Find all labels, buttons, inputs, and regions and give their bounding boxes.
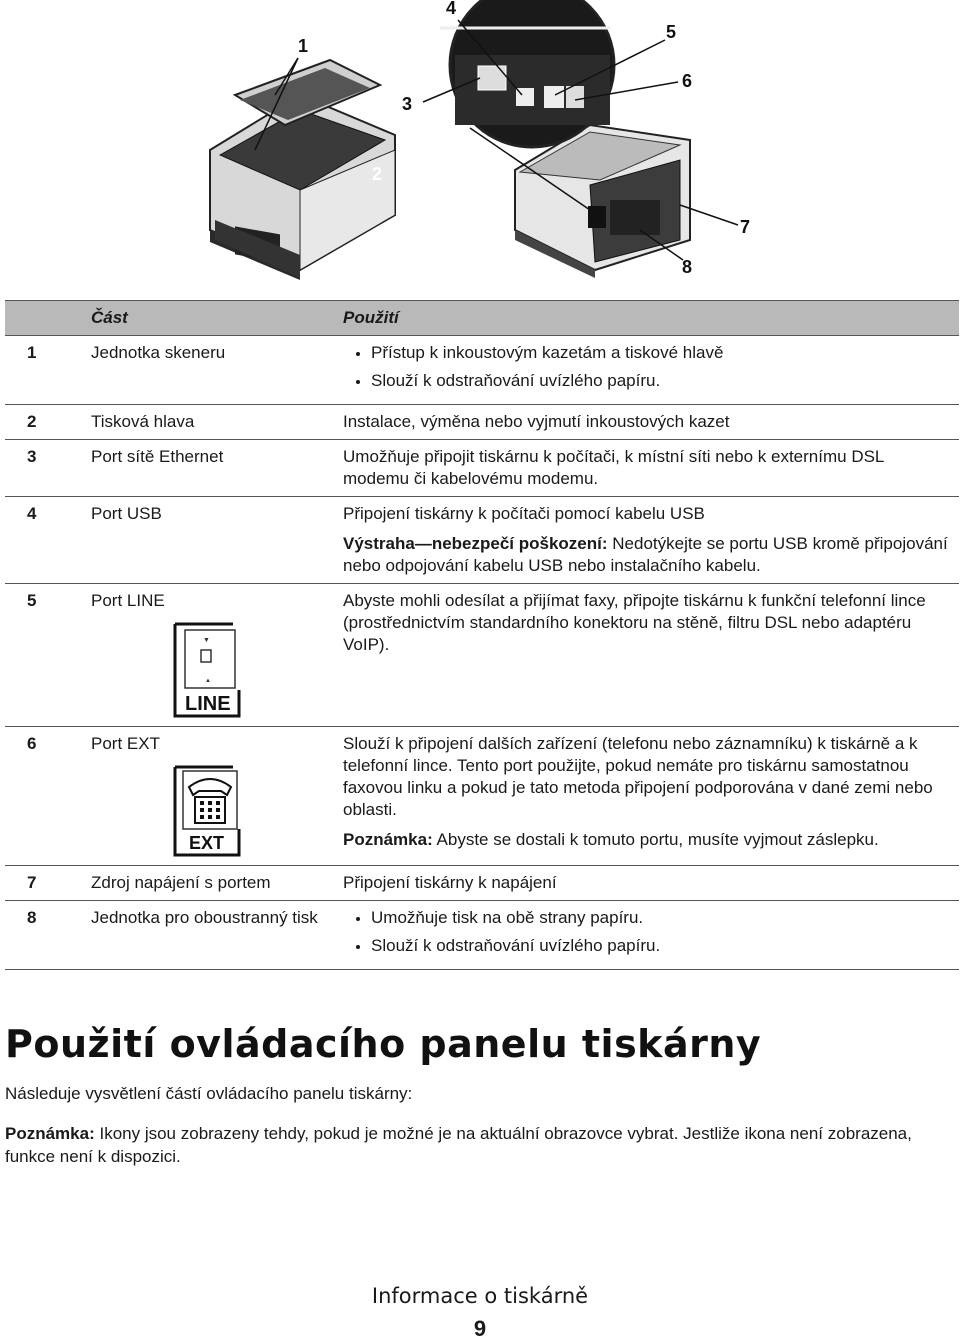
callout-8: 8 [682, 257, 693, 277]
part-use: Instalace, výměna nebo vyjmutí inkoustových kazet [337, 405, 959, 440]
warning-text: Nedotýkejte se portu USB kromě připojování nebo odpojování kabelu USB nebo instalačního kabelu. [343, 534, 948, 575]
callout-7: 7 [740, 217, 751, 237]
part-use: Abyste mohli odesílat a přijímat faxy, připojte tiskárnu k funkční telefonní lince (prostřednictvím standardního konektoru na stěně, filtru DSL nebo adaptéru VoIP). [337, 584, 959, 727]
table-header-row [5, 301, 959, 336]
section-note [5, 1122, 945, 1168]
row-number: 1 [5, 336, 85, 405]
callout-1: 1 [298, 36, 309, 56]
table-header-blank [5, 301, 85, 336]
use-text: Připojení tiskárny k počítači pomocí kabelu USB [343, 504, 705, 523]
table-row [5, 866, 959, 901]
svg-text:▲: ▲ [205, 678, 211, 684]
part-name: Jednotka skeneru [85, 336, 337, 405]
table-row [5, 497, 959, 584]
part-name-text: Port LINE [91, 591, 165, 610]
warning-label: Výstraha—nebezpečí poškození: [343, 534, 608, 553]
note-paragraph [343, 829, 953, 851]
line-icon-label: LINE [185, 693, 231, 715]
warning-paragraph [343, 533, 953, 577]
row-number: 3 [5, 440, 85, 497]
callout-4: 4 [446, 0, 457, 18]
note-label: Poznámka: [343, 830, 433, 849]
row-number: 6 [5, 727, 85, 866]
callout-6: 6 [682, 71, 693, 91]
callout-3: 3 [402, 94, 413, 114]
note-text: Ikony jsou zobrazeny tehdy, pokud je možné je na aktuální obrazovce vybrat. Jestliže ikona není zobrazena, funkce není k dispozici. [5, 1124, 912, 1166]
part-use: Umožňuje připojit tiskárnu k počítači, k místní síti nebo k externímu DSL modemu či kabelovému modemu. [337, 440, 959, 497]
part-name: Jednotka pro oboustranný tisk [85, 901, 337, 970]
section-title: Použití ovládacího panelu tiskárny [5, 1022, 762, 1066]
note-label: Poznámka: [5, 1124, 95, 1143]
ext-icon-label: EXT [189, 833, 225, 853]
footer-chapter-title: Informace o tiskárně [371, 1284, 589, 1308]
part-name: Port USB [85, 497, 337, 584]
part-name [85, 727, 337, 866]
table-header-part: Část [85, 301, 337, 336]
note-text: Abyste se dostali k tomuto portu, musíte vyjmout záslepku. [432, 830, 879, 849]
table-row [5, 405, 959, 440]
table-row [5, 584, 959, 727]
row-number: 4 [5, 497, 85, 584]
list-item: • Slouží k odstraňování uvízlého papíru. [371, 370, 953, 392]
row-number: 5 [5, 584, 85, 727]
printer-diagram [0, 0, 960, 290]
callout-5: 5 [666, 22, 677, 42]
part-use [337, 727, 959, 866]
part-name [85, 584, 337, 727]
row-number: 2 [5, 405, 85, 440]
list-item: • Umožňuje tisk na obě strany papíru. [371, 907, 953, 929]
table-row [5, 336, 959, 405]
bullet-list [343, 342, 953, 392]
row-number: 7 [5, 866, 85, 901]
table-row [5, 727, 959, 866]
use-text: Slouží k připojení dalších zařízení (telefonu nebo záznamníku) k tiskárně a k telefonní lince. Tento port použijte, pokud nemáte pro tiskárnu samostatnou faxovou linku a pokud je tato metoda připojení podporována v dané zemi nebo oblasti. [343, 734, 933, 819]
printer-illustration [0, 0, 960, 290]
part-name: Zdroj napájení s portem [85, 866, 337, 901]
table-row [5, 440, 959, 497]
parts-table [5, 300, 959, 970]
list-item: • Přístup k inkoustovým kazetám a tiskové hlavě [371, 342, 953, 364]
part-name-text: Port EXT [91, 734, 160, 753]
list-item: • Slouží k odstraňování uvízlého papíru. [371, 935, 953, 957]
page-number: 9 [473, 1316, 487, 1341]
svg-text:▼: ▼ [203, 637, 210, 644]
part-use [337, 336, 959, 405]
printer-front-illustration [210, 60, 395, 280]
part-use [337, 497, 959, 584]
part-name: Tisková hlava [85, 405, 337, 440]
section-intro: Následuje vysvětlení částí ovládacího panelu tiskárny: [5, 1084, 413, 1103]
bullet-list [343, 907, 953, 957]
line-port-icon [171, 620, 243, 720]
table-row [5, 901, 959, 970]
part-use [337, 901, 959, 970]
callout-2: 2 [372, 164, 383, 184]
row-number: 8 [5, 901, 85, 970]
part-name: Port sítě Ethernet [85, 440, 337, 497]
port-zoom-circle [440, 0, 614, 147]
table-header-use: Použití [337, 301, 959, 336]
ext-port-icon [171, 763, 243, 859]
part-use: Připojení tiskárny k napájení [337, 866, 959, 901]
